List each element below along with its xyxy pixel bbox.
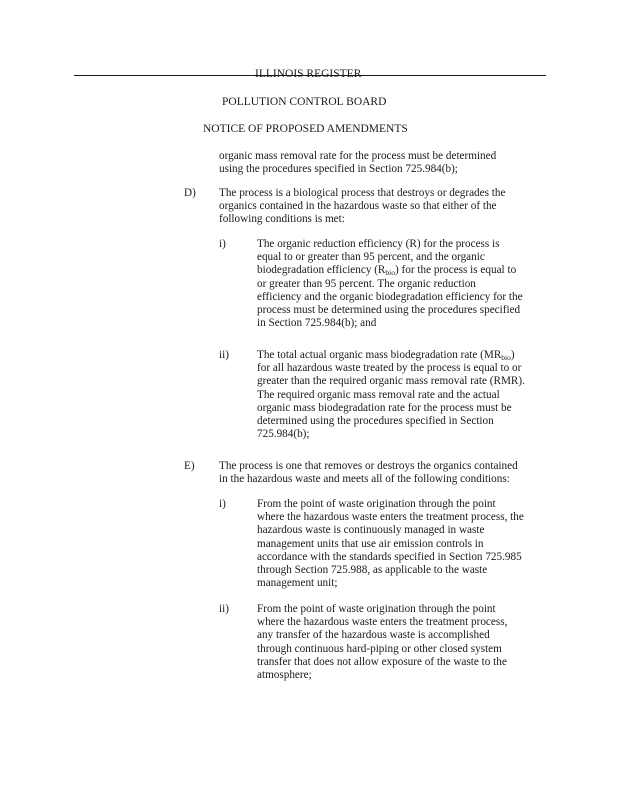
item-e-label: E)	[184, 460, 195, 472]
item-d-ii-line: 725.984(b);	[257, 428, 310, 441]
item-d-label: D)	[184, 187, 196, 199]
item-e-i-line: hazardous waste is continuously managed in waste	[257, 524, 485, 537]
item-d-line: The process is a biological process that destroys or degrades the	[219, 187, 506, 199]
item-d-i-line: efficiency and the organic biodegradation efficiency for the	[257, 290, 523, 303]
item-d-i-line: process must be determined using the procedures specified	[257, 304, 521, 317]
text-run: The total actual organic mass biodegradation rate (MR	[257, 349, 502, 361]
item-d-i-text	[257, 238, 523, 330]
item-d-i-line: equal to or greater than 95 percent, and the organic	[257, 251, 485, 264]
item-e-i-label: i)	[219, 498, 226, 510]
item-d-line: following conditions is met:	[219, 213, 345, 226]
item-e-i-text	[257, 498, 524, 590]
item-e-i-line: From the point of waste origination through the point	[257, 498, 496, 510]
intro-line: organic mass removal rate for the process must be determined	[219, 150, 497, 162]
subscript-bio: bio	[385, 268, 395, 278]
item-e-text	[219, 460, 518, 486]
item-d-i-line: The organic reduction efficiency (R) for the process is	[257, 238, 500, 250]
item-d-line: organics contained in the hazardous waste so that either of the	[219, 200, 497, 213]
text-run: ) for the process is equal to	[395, 264, 517, 277]
item-d-i-label: i)	[219, 238, 226, 250]
text-run: )	[510, 349, 515, 361]
item-e-i-line: where the hazardous waste enters the treatment process, the	[257, 511, 524, 524]
item-e-ii-line: transfer that does not allow exposure of the waste to the	[257, 655, 507, 668]
register-title-text: ILLINOIS REGISTER	[255, 68, 362, 80]
item-d-i-line: or greater than 95 percent. The organic reduction	[257, 277, 476, 290]
item-e-ii-line: through continuous hard-piping or other closed system	[257, 642, 502, 655]
item-e-i-line: accordance with the standards specified in Section 725.985	[257, 550, 522, 563]
item-e-i-line: management units that use air emission controls in	[257, 537, 484, 550]
item-d-i-line	[257, 264, 523, 277]
text-run: biodegradation efficiency (R	[257, 264, 386, 277]
intro-line: using the procedures specified in Section 725.984(b);	[219, 163, 458, 176]
item-e-ii-line: From the point of waste origination through the point	[257, 603, 496, 615]
item-e-ii-label: ii)	[219, 603, 229, 615]
item-e-ii-line: where the hazardous waste enters the treatment process,	[257, 616, 508, 629]
item-d-ii-line: determined using the procedures specified in Section	[257, 415, 494, 428]
notice-title-text: NOTICE OF PROPOSED AMENDMENTS	[203, 123, 408, 135]
item-e-ii-line: atmosphere;	[257, 669, 312, 682]
item-d-i-line: in Section 725.984(b); and	[257, 317, 377, 330]
subscript-bio: bio	[501, 353, 511, 362]
item-d-text	[219, 187, 505, 227]
item-e-ii-text	[257, 603, 507, 682]
item-d-ii-line: organic mass biodegradation rate for the process must be	[257, 401, 512, 414]
item-e-line: The process is one that removes or destroys the organics contained	[219, 460, 518, 472]
agency-name-text: POLLUTION CONTROL BOARD	[222, 96, 387, 108]
item-d-ii-label: ii)	[219, 349, 229, 361]
item-d-ii-line	[257, 349, 525, 362]
intro-paragraph	[219, 150, 496, 176]
item-d-ii-line: for all hazardous waste treated by the process is equal to or	[257, 362, 522, 375]
item-e-i-line: management unit;	[257, 577, 338, 590]
item-e-line: in the hazardous waste and meets all of the following conditions:	[219, 473, 510, 486]
item-d-ii-text	[257, 349, 525, 441]
item-d-ii-line: greater than the required organic mass removal rate (RMR).	[257, 375, 525, 388]
item-e-ii-line: any transfer of the hazardous waste is accomplished	[257, 629, 490, 642]
item-d-ii-line: The required organic mass removal rate and the actual	[257, 388, 500, 401]
item-e-i-line: through Section 725.988, as applicable to the waste	[257, 564, 488, 577]
